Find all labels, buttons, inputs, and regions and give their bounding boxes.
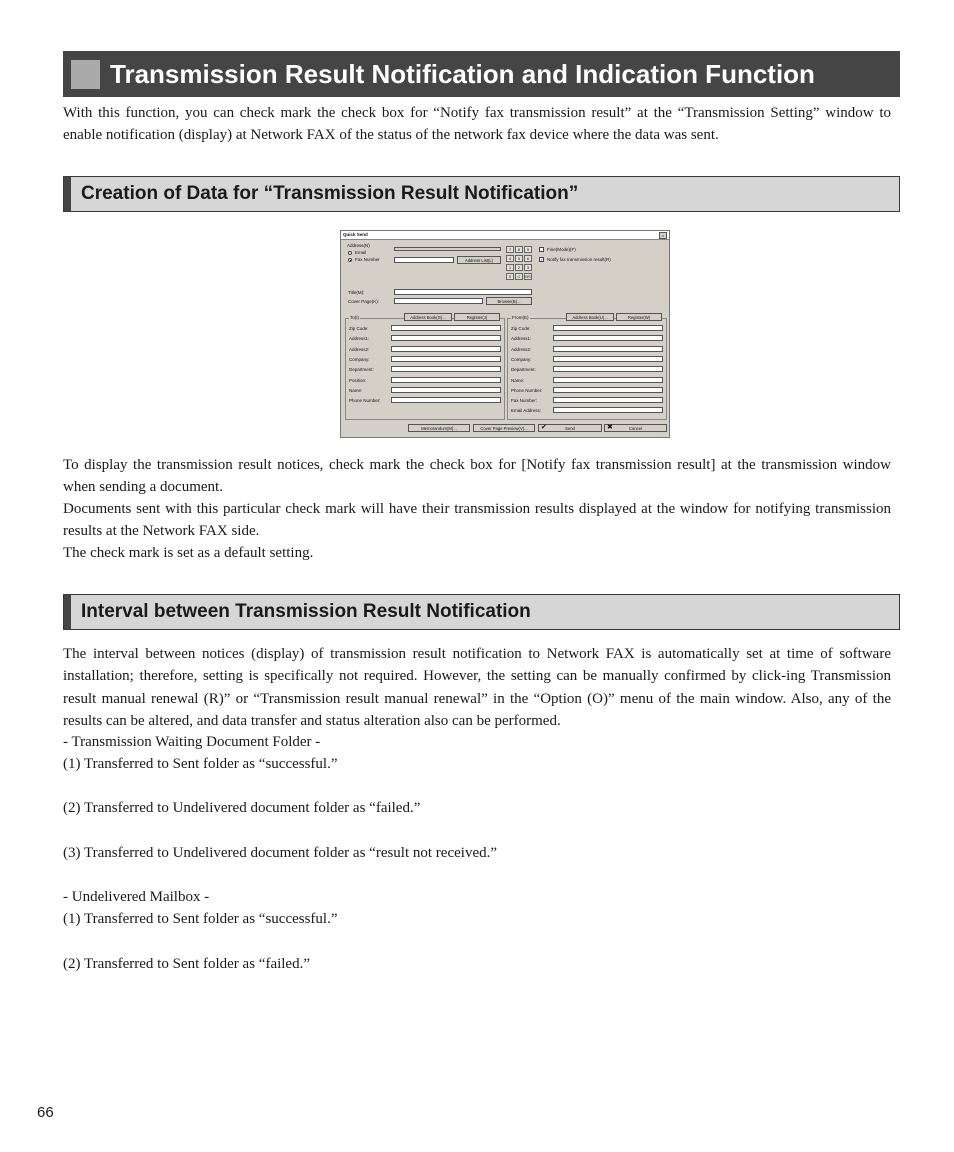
section1-paragraph: To display the transmission result notices, check mark the check box for [Notify fax transmission result] at the transmission window when sending a document. xyxy=(63,457,891,496)
to-field-input[interactable] xyxy=(391,387,501,393)
to-field-input[interactable] xyxy=(391,335,501,341)
to-field-input[interactable] xyxy=(391,397,501,403)
address-list-button[interactable]: Address List(L) xyxy=(457,256,501,264)
cover-page-input[interactable] xyxy=(394,298,483,304)
section1-paragraph-3: The check mark is set as a default setting. xyxy=(63,545,314,561)
from-field-label: Department: xyxy=(511,367,536,373)
title-input[interactable] xyxy=(394,289,532,295)
to-field-label: Address1: xyxy=(349,336,370,342)
waiting-item: (1) Transferred to Sent folder as “successful.” xyxy=(63,756,338,772)
dialog-titlebar xyxy=(341,231,669,240)
notify-checkbox[interactable]: ✓ xyxy=(540,257,544,262)
email-radio[interactable] xyxy=(348,251,352,255)
address-divider xyxy=(394,247,501,251)
waiting-item: (2) Transferred to Undelivered document folder as “failed.” xyxy=(63,800,421,816)
from-register-button[interactable]: Register(W) xyxy=(616,313,662,321)
undelivered-item: (2) Transferred to Sent folder as “failed.” xyxy=(63,956,311,972)
fine-checkbox-label: Fine(Mode)(F) xyxy=(547,247,576,252)
cover-page-label: Cover Page(K): xyxy=(348,299,380,304)
from-field-label: Zip Code: xyxy=(511,326,531,331)
from-field-label: Fax Number: xyxy=(511,398,538,404)
to-field-label: Company: xyxy=(349,356,370,362)
key-clear[interactable]: C xyxy=(515,273,523,280)
from-field-input[interactable] xyxy=(553,377,663,383)
page-number: 66 xyxy=(37,1104,54,1121)
fax-radio[interactable] xyxy=(348,258,352,262)
fax-number-input[interactable] xyxy=(394,257,454,263)
check-icon: ✔ xyxy=(541,424,547,431)
to-field-label: Phone Number: xyxy=(349,398,381,404)
memorandum-button[interactable]: Memorandum(M)... xyxy=(408,424,470,432)
from-field-label: Address2: xyxy=(511,346,532,352)
from-field-label: Address1: xyxy=(511,336,532,342)
section-header-creation xyxy=(63,176,900,212)
section2-paragraph: The interval between notices (display) of transmission result notification to Network FAX is automatically set at time of software installation; therefore, setting is specifically not required. However, the setting can be manually confirmed by click-ing Transmission result manual renewal (R)” or “Transmission result manual renewal” in the “Option (O)” menu of the main window. Also, any of the results can be altered, and data transfer and status alteration also can be performed. xyxy=(63,646,891,729)
from-group-label: From(E) xyxy=(512,315,529,320)
close-icon[interactable]: × xyxy=(659,232,667,239)
key-4[interactable]: 4 xyxy=(506,255,514,262)
key-7[interactable]: 7 xyxy=(506,246,514,253)
key-backspace[interactable]: BS xyxy=(525,274,531,279)
x-icon: ✖ xyxy=(607,424,613,431)
from-field-input[interactable] xyxy=(553,397,663,403)
key-0[interactable]: 0 xyxy=(506,273,514,280)
key-5[interactable]: 5 xyxy=(515,255,523,262)
from-field-input[interactable] xyxy=(553,346,663,352)
key-9[interactable]: 9 xyxy=(524,246,532,253)
notify-checkbox-label: Notify fax transmission result(R) xyxy=(547,257,611,262)
send-label: Send xyxy=(565,426,575,431)
to-field-label: Zip Code: xyxy=(349,326,369,331)
to-field-input[interactable] xyxy=(391,325,501,331)
from-field-input[interactable] xyxy=(553,407,663,413)
fax-radio-label: Fax Number xyxy=(355,257,380,262)
from-field-input[interactable] xyxy=(553,356,663,362)
section-title: Creation of Data for “Transmission Result Notification” xyxy=(81,183,579,204)
quick-send-dialog-screenshot xyxy=(340,230,670,438)
send-button[interactable] xyxy=(538,424,602,432)
from-field-input[interactable] xyxy=(553,366,663,372)
key-2[interactable]: 2 xyxy=(515,264,523,271)
page-title: Transmission Result Notification and Indication Function xyxy=(110,59,815,89)
section1-paragraph-2: Documents sent with this particular check mark will have their transmission results displayed at the window for notifying transmission results at the Network FAX side. xyxy=(63,501,891,540)
to-address-book-button[interactable]: Address Book(G)... xyxy=(404,313,452,321)
to-field-label: Department: xyxy=(349,367,374,373)
cancel-button[interactable] xyxy=(604,424,667,432)
dialog-title: Quick Send xyxy=(343,232,368,237)
section-bar xyxy=(64,595,71,629)
from-field-label: Company: xyxy=(511,356,532,362)
to-field-input[interactable] xyxy=(391,356,501,362)
from-field-label: Phone Number: xyxy=(511,387,543,393)
browse-button[interactable]: Browse(B)... xyxy=(486,297,532,305)
to-register-button[interactable]: Register(J) xyxy=(454,313,500,321)
section-header-interval xyxy=(63,594,900,630)
waiting-folder-heading: - Transmission Waiting Document Folder - xyxy=(63,734,321,750)
waiting-item: (3) Transferred to Undelivered document folder as “result not received.” xyxy=(63,845,498,861)
intro-paragraph: With this function, you can check mark the check box for “Notify fax transmission result” at the “Transmission Setting” window to enable notification (display) at Network FAX of the status of the network fax device where the data was sent. xyxy=(63,105,891,144)
undelivered-heading: - Undelivered Mailbox - xyxy=(63,889,210,905)
key-8[interactable]: 8 xyxy=(515,246,523,253)
to-field-label: Position: xyxy=(349,377,367,383)
section-bar xyxy=(64,177,71,211)
to-field-input[interactable] xyxy=(391,346,501,352)
email-radio-label: Email xyxy=(355,250,367,255)
to-field-input[interactable] xyxy=(391,366,501,372)
cover-preview-button[interactable]: Cover Page Preview(V)... xyxy=(473,424,535,432)
from-field-input[interactable] xyxy=(553,325,663,331)
cancel-label: Cancel xyxy=(628,426,643,431)
to-group-label: To(I) xyxy=(350,315,359,320)
undelivered-item: (1) Transferred to Sent folder as “successful.” xyxy=(63,911,338,927)
from-field-label: Email Address: xyxy=(511,408,542,414)
to-field-label: Name: xyxy=(349,387,363,393)
title-label: Title(M): xyxy=(348,290,365,295)
main-title-banner xyxy=(63,51,900,97)
key-1[interactable]: 1 xyxy=(506,264,514,271)
from-field-input[interactable] xyxy=(553,335,663,341)
to-field-input[interactable] xyxy=(391,377,501,383)
to-field-label: Address2: xyxy=(349,346,370,352)
key-6[interactable]: 6 xyxy=(524,255,532,262)
fine-checkbox[interactable] xyxy=(539,247,544,252)
from-field-label: Name: xyxy=(511,377,525,383)
key-3[interactable]: 3 xyxy=(524,264,532,271)
section-title: Interval between Transmission Result Notification xyxy=(81,601,531,622)
address-group-label: Address(N) xyxy=(347,243,370,248)
from-address-book-button[interactable]: Address Book(U)... xyxy=(566,313,614,321)
title-square-icon xyxy=(71,60,100,89)
from-field-input[interactable] xyxy=(553,387,663,393)
